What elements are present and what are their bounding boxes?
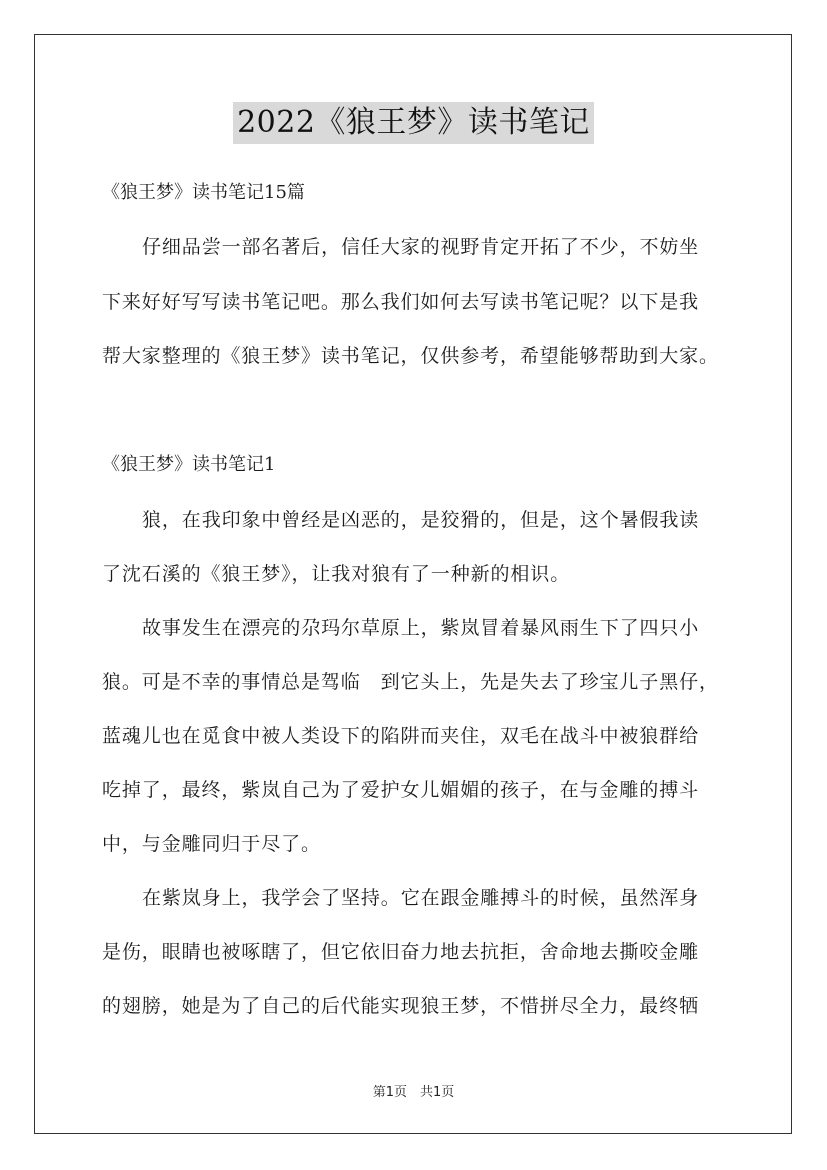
document-title-wrapper xyxy=(0,102,827,144)
document-subtitle: 《狼王梦》读书笔记15篇 xyxy=(102,182,305,203)
section-heading: 《狼王梦》读书笔记1 xyxy=(102,454,276,475)
paragraph-line: 在紫岚身上，我学会了坚持。它在跟金雕搏斗的时候，虽然浑身 xyxy=(142,887,700,909)
intro-line: 帮大家整理的《狼王梦》读书笔记，仅供参考，希望能够帮助到大家。 xyxy=(102,345,719,367)
paragraph-line: 的翅膀，她是为了自己的后代能实现狼王梦，不惜拼尽全力，最终牺 xyxy=(102,995,700,1017)
paragraph-line: 狼，在我印象中曾经是凶恶的，是狡猾的，但是，这个暑假我读 xyxy=(142,509,700,531)
intro-line: 下来好好写写读书笔记吧。那么我们如何去写读书笔记呢？以下是我 xyxy=(102,291,700,313)
paragraph-line: 了沈石溪的《狼王梦》，让我对狼有了一种新的相识。 xyxy=(102,563,571,585)
paragraph-line: 狼。可是不幸的事情总是驾临 到它头上，先是失去了珍宝儿子黑仔， xyxy=(102,671,719,693)
paragraph-line: 吃掉了，最终，紫岚自己为了爱护女儿媚媚的孩子，在与金雕的搏斗 xyxy=(102,779,700,801)
paragraph-line: 故事发生在漂亮的尕玛尔草原上，紫岚冒着暴风雨生下了四只小 xyxy=(142,617,700,639)
page-footer: 第1页 共1页 xyxy=(372,1085,455,1100)
paragraph-line: 蓝魂儿也在觅食中被人类设下的陷阱而夹住，双毛在战斗中被狼群给 xyxy=(102,725,700,747)
intro-line: 仔细品尝一部名著后，信任大家的视野肯定开拓了不少，不妨坐 xyxy=(142,236,700,258)
paragraph-line: 中，与金雕同归于尽了。 xyxy=(102,833,321,855)
paragraph-line: 是伤，眼睛也被啄瞎了，但它依旧奋力地去抗拒，舍命地去撕咬金雕 xyxy=(102,941,700,963)
document-title: 2022《狼王梦》读书笔记 xyxy=(233,102,594,144)
